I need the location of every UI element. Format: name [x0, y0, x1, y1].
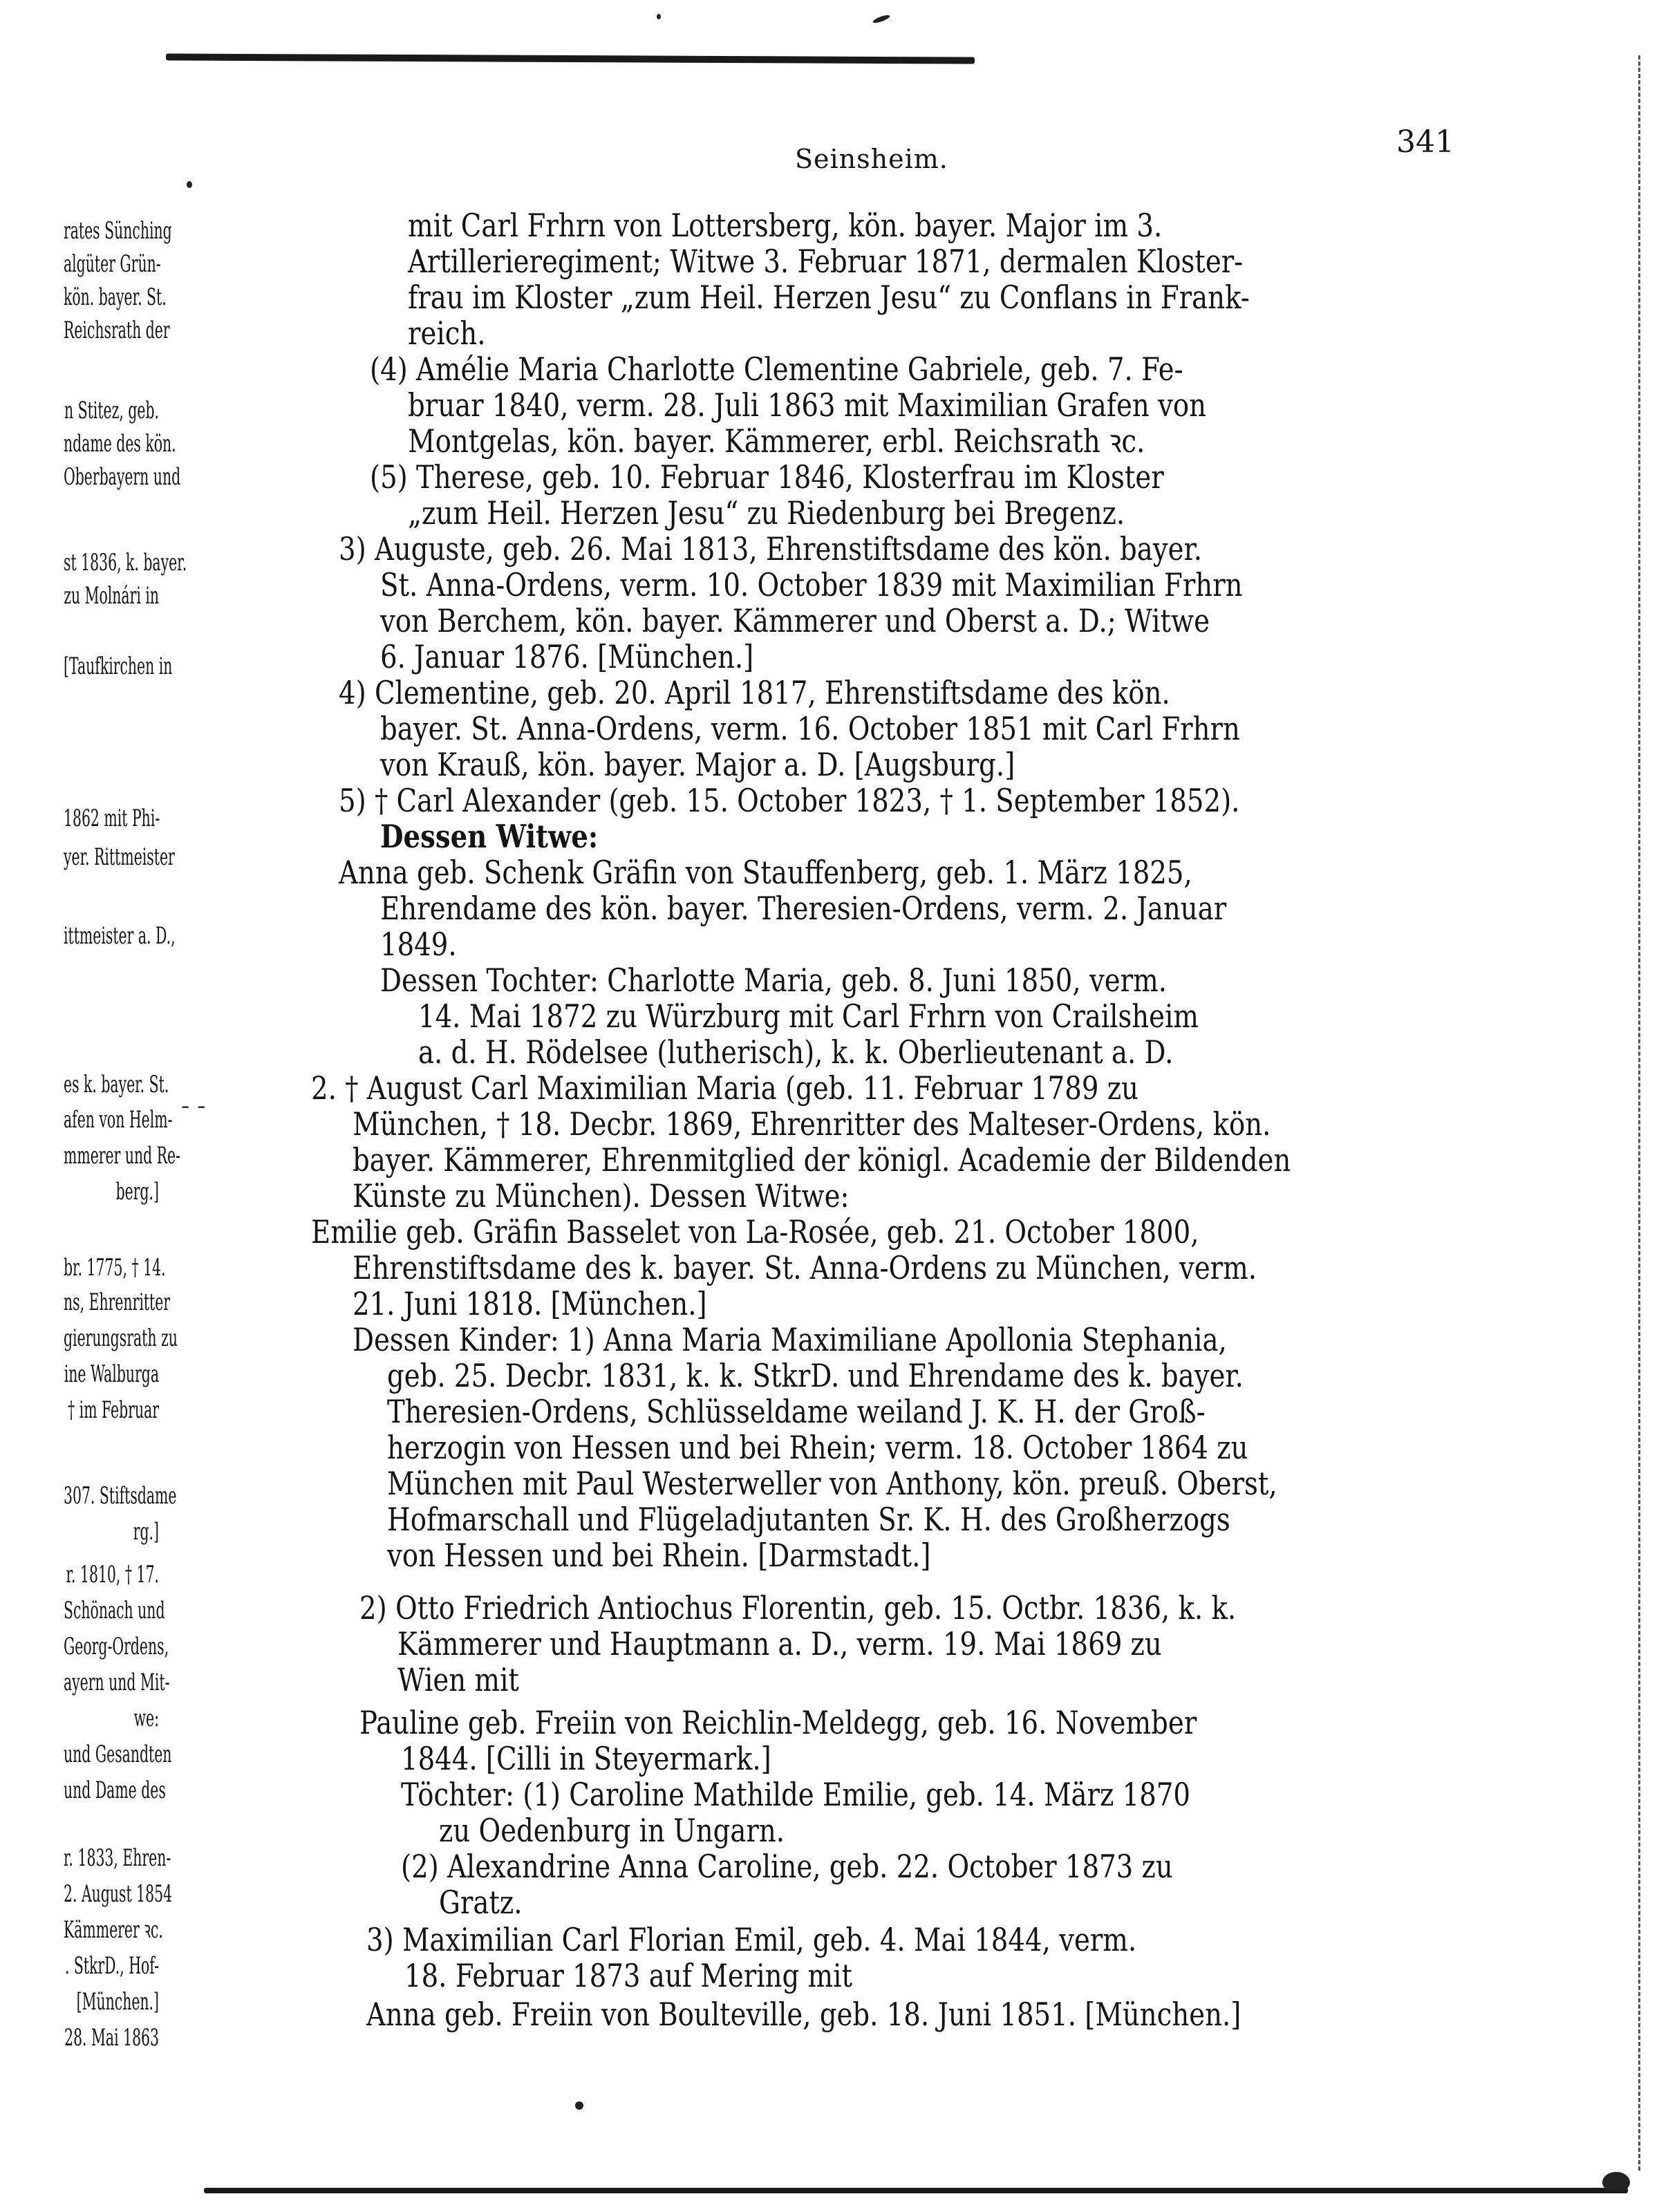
ink-speck — [575, 2101, 583, 2110]
fragment-line: 307. Stiftsdame — [64, 1482, 177, 1510]
text-line: 2. † August Carl Maximilian Maria (geb. 11. Februar 1789 zu — [311, 1069, 1138, 1107]
fragment-line: † im Februar — [67, 1396, 159, 1424]
text-line: „zum Heil. Herzen Jesu“ zu Riedenburg bei Bregenz. — [408, 494, 1125, 532]
fragment-line: und Gesandten — [64, 1741, 172, 1768]
text-line: bayer. Kämmerer, Ehrenmitglied der königl. Academie der Bildenden — [353, 1141, 1291, 1179]
fragment-line: n Stitez, geb. — [64, 397, 159, 424]
text-line: von Berchem, kön. bayer. Kämmerer und Oberst a. D.; Witwe — [380, 602, 1210, 639]
fragment-line: rg.] — [133, 1518, 159, 1546]
text-line: Künste zu München). Dessen Witwe: — [353, 1177, 850, 1215]
text-line: Töchter: (1) Caroline Mathilde Emilie, geb. 14. März 1870 — [401, 1776, 1190, 1813]
fragment-line: Schönach und — [64, 1597, 165, 1624]
text-line: reich. — [408, 315, 486, 352]
fragment-line: r. 1833, Ehren- — [64, 1844, 171, 1872]
fragment-line: algüter Grün- — [64, 250, 161, 278]
fragment-line: [München.] — [76, 1988, 159, 2016]
text-line: 1844. [Cilli in Steyermark.] — [401, 1740, 771, 1777]
ink-speck — [1602, 2172, 1630, 2193]
ink-speck — [872, 14, 891, 24]
text-line: geb. 25. Decbr. 1831, k. k. StkrD. und Ehrendame des k. bayer. — [387, 1357, 1244, 1394]
fragment-line: ittmeister a. D., — [64, 922, 176, 950]
text-line: Montgelas, kön. bayer. Kämmerer, erbl. Reichsrath ꝛc. — [408, 422, 1145, 460]
fragment-line: berg.] — [115, 1178, 159, 1206]
fragment-line: ine Walburga — [64, 1360, 159, 1388]
fragment-line: Reichsrath der — [64, 317, 170, 344]
bottom-rule — [204, 2188, 1628, 2193]
text-line: Ehrendame des kön. bayer. Theresien-Ordens, verm. 2. Januar — [380, 890, 1227, 927]
text-line: München, † 18. Decbr. 1869, Ehrenritter des Malteser-Ordens, kön. — [353, 1105, 1271, 1143]
text-line: Dessen Kinder: 1) Anna Maria Maximiliane Apollonia Stephania, — [353, 1321, 1227, 1358]
text-line: Artillerieregiment; Witwe 3. Februar 1871, dermalen Kloster- — [408, 243, 1244, 280]
fragment-line: r. 1810, † 17. — [66, 1561, 159, 1588]
text-line: Kämmerer und Hauptmann a. D., verm. 19. Mai 1869 zu — [397, 1625, 1162, 1662]
text-line: Pauline geb. Freiin von Reichlin-Meldegg, geb. 16. November — [359, 1704, 1197, 1741]
text-line: 4) Clementine, geb. 20. April 1817, Ehrenstiftsdame des kön. — [339, 674, 1170, 711]
facing-page-fragments — [0, 0, 187, 2212]
text-line: von Krauß, kön. bayer. Major a. D. [Augsburg.] — [380, 746, 1015, 783]
running-head: Seinsheim. — [795, 144, 948, 174]
text-line: München mit Paul Westerweller von Anthony, kön. preuß. Oberst, — [387, 1465, 1277, 1502]
text-line: Dessen Tochter: Charlotte Maria, geb. 8. Juni 1850, verm. — [380, 962, 1168, 999]
ink-speck — [187, 181, 192, 188]
fragment-line: zu Molnári in — [64, 582, 159, 610]
text-line: (2) Alexandrine Anna Caroline, geb. 22. October 1873 zu — [401, 1848, 1173, 1885]
fragment-line: 2. August 1854 — [64, 1880, 173, 1908]
text-line: 21. Juni 1818. [München.] — [353, 1285, 707, 1322]
text-line: 14. Mai 1872 zu Würzburg mit Carl Frhrn von Crailsheim — [418, 997, 1199, 1035]
ink-speck — [657, 14, 661, 19]
fragment-line: 28. Mai 1863 — [64, 2024, 159, 2052]
fragment-line: afen von Helm- — [64, 1106, 173, 1134]
text-line: Ehrenstiftsdame des k. bayer. St. Anna-Ordens zu München, verm. — [353, 1249, 1257, 1286]
page-number: 341 — [1396, 124, 1454, 160]
text-line: Anna geb. Schenk Gräfin von Stauffenberg, geb. 1. März 1825, — [339, 854, 1192, 891]
text-line: von Hessen und bei Rhein. [Darmstadt.] — [387, 1537, 931, 1574]
text-line: 3) Maximilian Carl Florian Emil, geb. 4. Mai 1844, verm. — [366, 1921, 1137, 1958]
fragment-line: ndame des kön. — [64, 430, 176, 458]
fragment-line: rates Sünching — [64, 217, 172, 245]
fragment-line: we: — [133, 1705, 159, 1732]
fragment-line: mmerer und Re- — [64, 1142, 180, 1170]
text-line: Gratz. — [439, 1884, 523, 1921]
text-line: 5) † Carl Alexander (geb. 15. October 1823, † 1. September 1852). — [339, 782, 1240, 819]
fragment-line: br. 1775, † 14. — [64, 1254, 166, 1282]
text-line: 3) Auguste, geb. 26. Mai 1813, Ehrenstiftsdame des kön. bayer. — [339, 530, 1203, 568]
top-rule — [166, 53, 975, 64]
fragment-line: . StkrD., Hof- — [64, 1952, 159, 1980]
fragment-line: kön. bayer. St. — [64, 283, 167, 311]
margin-mark: - - — [181, 1092, 206, 1120]
right-page-edge — [1638, 55, 1640, 2171]
text-line: (4) Amélie Maria Charlotte Clementine Gabriele, geb. 7. Fe- — [370, 350, 1183, 388]
text-line: Dessen Witwe: — [380, 818, 599, 855]
text-line: 6. Januar 1876. [München.] — [380, 638, 754, 675]
fragment-line: ns, Ehrenritter — [64, 1288, 171, 1316]
fragment-line: und Dame des — [64, 1777, 166, 1804]
fragment-line: 1862 mit Phi- — [64, 805, 160, 832]
text-line: a. d. H. Rödelsee (lutherisch), k. k. Oberlieutenant a. D. — [418, 1033, 1174, 1071]
fragment-line: yer. Rittmeister — [64, 843, 175, 871]
text-line: frau im Kloster „zum Heil. Herzen Jesu“ zu Conflans in Frank- — [408, 279, 1250, 316]
text-line: mit Carl Frhrn von Lottersberg, kön. bayer. Major im 3. — [408, 207, 1163, 244]
text-line: Hofmarschall und Flügeladjutanten Sr. K. H. des Großherzogs — [387, 1501, 1230, 1538]
text-line: bayer. St. Anna-Ordens, verm. 16. October 1851 mit Carl Frhrn — [380, 710, 1240, 747]
text-line: Emilie geb. Gräfin Basselet von La-Rosée, geb. 21. October 1800, — [311, 1213, 1199, 1250]
text-line: Anna geb. Freiin von Boulteville, geb. 18. Juni 1851. [München.] — [366, 1996, 1241, 2033]
text-line: 18. Februar 1873 auf Mering mit — [404, 1957, 852, 1994]
fragment-line: ayern und Mit- — [64, 1669, 170, 1696]
fragment-line: Oberbayern und — [64, 463, 181, 491]
text-line: zu Oedenburg in Ungarn. — [439, 1812, 785, 1849]
text-line: (5) Therese, geb. 10. Februar 1846, Klosterfrau im Kloster — [370, 458, 1164, 496]
fragment-line: [Taufkirchen in — [64, 653, 173, 680]
text-line: herzogin von Hessen und bei Rhein; verm. 18. October 1864 zu — [387, 1429, 1248, 1466]
text-line: Theresien-Ordens, Schlüsseldame weiland J. K. H. der Groß- — [387, 1393, 1206, 1430]
text-line: bruar 1840, verm. 28. Juli 1863 mit Maximilian Grafen von — [408, 386, 1207, 424]
fragment-line: st 1836, k. bayer. — [64, 549, 187, 577]
fragment-line: gierungsrath zu — [64, 1324, 178, 1352]
text-line: 2) Otto Friedrich Antiochus Florentin, geb. 15. Octbr. 1836, k. k. — [359, 1589, 1237, 1627]
text-line: 1849. — [380, 926, 457, 963]
text-line: St. Anna-Ordens, verm. 10. October 1839 mit Maximilian Frhrn — [380, 566, 1243, 603]
fragment-line: Georg-Ordens, — [64, 1633, 169, 1660]
fragment-line: es k. bayer. St. — [64, 1071, 169, 1098]
fragment-line: Kämmerer ꝛc. — [64, 1916, 163, 1944]
text-line: Wien mit — [397, 1661, 519, 1698]
